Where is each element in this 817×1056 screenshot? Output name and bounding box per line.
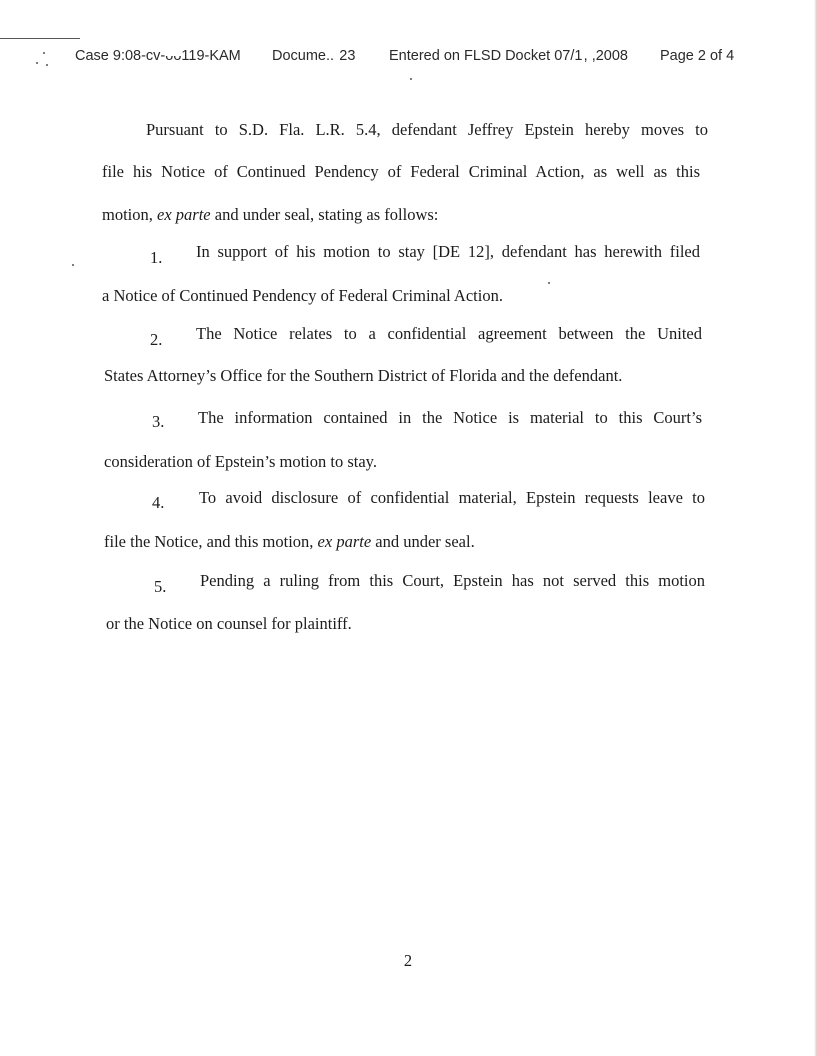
- item-number: 1.: [150, 248, 163, 267]
- item-number: 2.: [150, 330, 163, 349]
- scan-rule: [0, 38, 80, 39]
- item-line: file the Notice, and this motion, ex parte and under seal.: [104, 532, 475, 551]
- item-line: The information contained in the Notice is material to this Court’s: [198, 408, 702, 427]
- item-number: 3.: [152, 412, 165, 431]
- intro-line: Pursuant to S.D. Fla. L.R. 5.4, defendant Jeffrey Epstein hereby moves to: [146, 120, 708, 139]
- item-line: To avoid disclosure of confidential material, Epstein requests leave to: [199, 488, 705, 507]
- item-line: a Notice of Continued Pendency of Federal Criminal Action.: [102, 286, 503, 305]
- page-indicator: Page 2 of 4: [660, 48, 735, 64]
- item-line: In support of his motion to stay [DE 12], defendant has herewith filed: [196, 242, 700, 261]
- scan-speck: [548, 282, 550, 284]
- scan-speck: [410, 78, 412, 80]
- italic-ex-parte: ex parte: [317, 532, 372, 551]
- item-line: or the Notice on counsel for plaintiff.: [106, 614, 352, 633]
- intro-line: file his Notice of Continued Pendency of Federal Criminal Action, as well as this: [102, 162, 700, 181]
- case-number: Case 9:08-cv-ᴗᴗ119-KAM: [75, 48, 241, 64]
- docket-header: [0, 48, 817, 70]
- item-line: The Notice relates to a confidential agreement between the United: [196, 324, 702, 343]
- document-number: Docume.. 23: [272, 48, 356, 64]
- item-number: 4.: [152, 493, 165, 512]
- item-number: 5.: [154, 577, 167, 596]
- intro-line: motion, ex parte and under seal, stating as follows:: [102, 205, 439, 224]
- italic-ex-parte: ex parte: [157, 205, 211, 224]
- item-line: Pending a ruling from this Court, Epstein has not served this motion: [200, 571, 705, 590]
- scan-speck: [72, 264, 74, 266]
- docket-entry-date: Entered on FLSD Docket 07/1 , ,2008: [389, 48, 628, 64]
- item-line: consideration of Epstein’s motion to stay.: [104, 452, 377, 471]
- page-number: 2: [403, 951, 413, 970]
- item-line: States Attorney’s Office for the Southern District of Florida and the defendant.: [104, 366, 623, 385]
